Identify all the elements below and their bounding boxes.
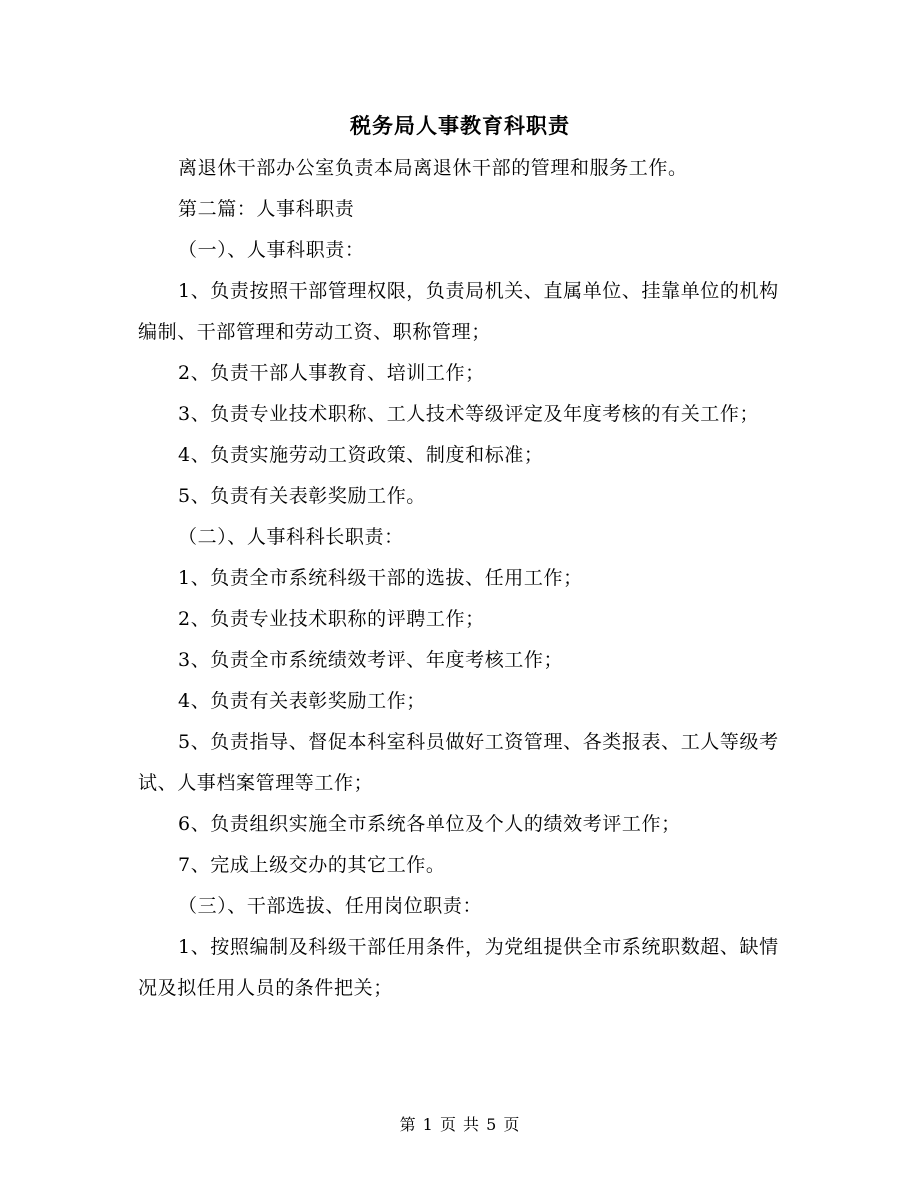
paragraph: 离退休干部办公室负责本局离退休干部的管理和服务工作。 xyxy=(178,157,688,179)
subsection-heading: （一）、人事科职责： xyxy=(178,239,365,261)
list-item: 2、负责干部人事教育、培训工作； xyxy=(178,362,485,384)
list-item: 5、负责有关表彰奖励工作。 xyxy=(178,485,426,507)
subsection-heading: （三）、干部选拔、任用岗位职责： xyxy=(178,895,483,917)
list-item: 2、负责专业技术职称的评聘工作； xyxy=(178,608,485,630)
list-item: 1、负责全市系统科级干部的选拔、任用工作； xyxy=(178,567,583,589)
section-heading: 第二篇：人事科职责 xyxy=(178,198,355,220)
list-item: 4、负责实施劳动工资政策、制度和标准； xyxy=(178,444,544,466)
document-title: 税务局人事教育科职责 xyxy=(350,113,570,138)
list-item: 1、按照编制及科级干部任用条件，为党组提供全市系统职数超、缺情况及拟任用人员的条件把关； xyxy=(138,936,779,999)
page-footer: 第 1 页 共 5 页 xyxy=(399,1115,521,1134)
list-item: 4、负责有关表彰奖励工作； xyxy=(178,690,426,712)
list-item: 6、负责组织实施全市系统各单位及个人的绩效考评工作； xyxy=(178,813,681,835)
list-item: 7、完成上级交办的其它工作。 xyxy=(178,854,446,876)
subsection-heading: （二）、人事科科长职责： xyxy=(178,526,404,548)
document-body xyxy=(138,148,783,1009)
list-item: 5、负责指导、督促本科室科员做好工资管理、各类报表、工人等级考试、人事档案管理等工作； xyxy=(138,731,779,794)
list-item: 3、负责专业技术职称、工人技术等级评定及年度考核的有关工作； xyxy=(178,403,760,425)
list-item: 3、负责全市系统绩效考评、年度考核工作； xyxy=(178,649,564,671)
list-item: 1、负责按照干部管理权限，负责局机关、直属单位、挂靠单位的机构编制、干部管理和劳动工资、职称管理； xyxy=(138,280,779,343)
